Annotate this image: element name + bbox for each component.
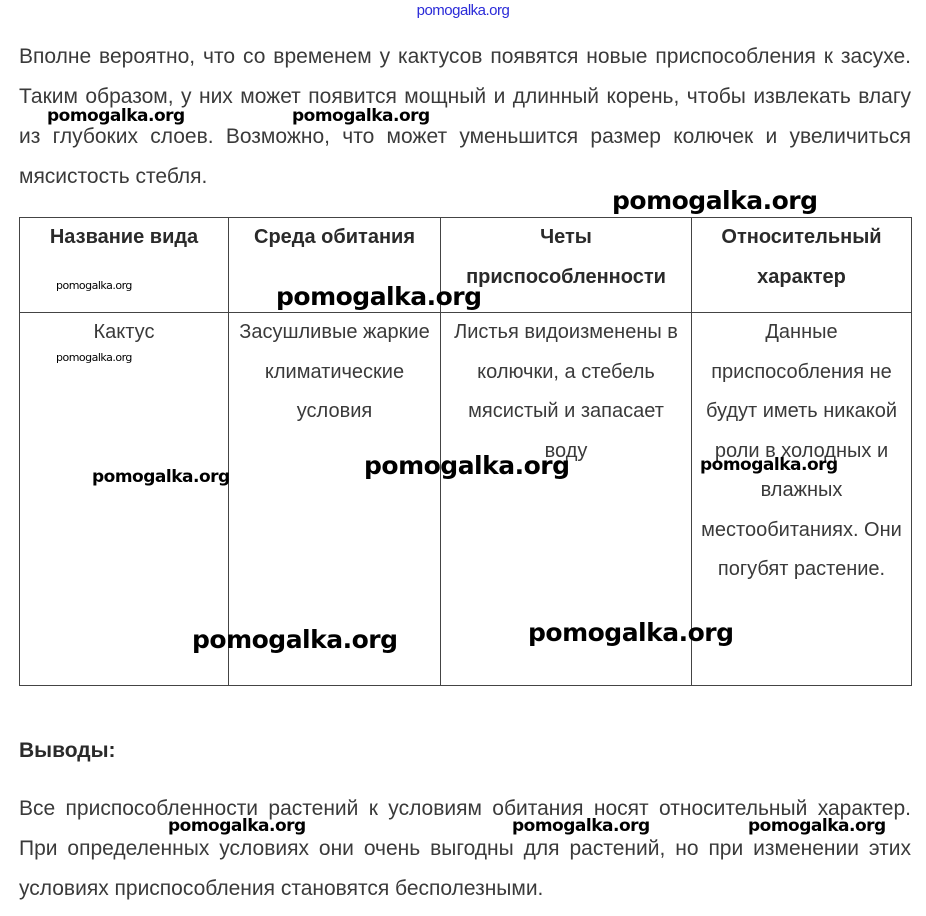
- header-relative-nature: Относительный характер: [692, 218, 912, 313]
- watermark: pomogalka.org: [56, 279, 132, 292]
- watermark: pomogalka.org: [748, 816, 886, 836]
- watermark: pomogalka.org: [528, 618, 734, 647]
- conclusions-heading: Выводы:: [19, 739, 116, 762]
- header-watermark: pomogalka.org: [416, 2, 510, 19]
- table-row: [20, 313, 912, 686]
- intro-paragraph: Вполне вероятно, что со временем у кактусов появятся новые приспособления к засухе. Таким образом, у них может появится мощный и длинный корень, чтобы извлекать влагу из глубоких слоев. Возможно, что может уменьшится размер колючек и увеличиться мясистость стебля.: [19, 45, 911, 188]
- watermark: pomogalka.org: [700, 455, 838, 475]
- watermark: pomogalka.org: [47, 106, 185, 126]
- conclusions-paragraph: Все приспособленности растений к условиям обитания носят относительный характер. При определенных условиях они очень выгодны для растений, но при изменении этих условиях приспособления становятся бесполезными.: [19, 797, 911, 900]
- cell-features: Листья видоизменены в колючки, а стебель мясистый и запасает воду: [441, 313, 692, 686]
- watermark: pomogalka.org: [92, 467, 230, 487]
- header-habitat: Среда обитания: [229, 218, 441, 313]
- header-adaptation-features: Четы приспособленности: [441, 218, 692, 313]
- cell-habitat: Засушливые жаркие климатические условия: [229, 313, 441, 686]
- watermark: pomogalka.org: [364, 451, 570, 480]
- watermark: pomogalka.org: [612, 186, 818, 215]
- watermark: pomogalka.org: [192, 625, 398, 654]
- watermark: pomogalka.org: [276, 282, 482, 311]
- cell-relative-nature: Данные приспособления не будут иметь никакой роли в холодных и влажных местообитаниях. Они погубят растение.: [692, 313, 912, 686]
- watermark: pomogalka.org: [168, 816, 306, 836]
- watermark: pomogalka.org: [512, 816, 650, 836]
- header-species-name: Название вида: [20, 218, 229, 313]
- watermark: pomogalka.org: [56, 351, 132, 364]
- watermark: pomogalka.org: [292, 106, 430, 126]
- cell-species: Кактус: [20, 313, 229, 686]
